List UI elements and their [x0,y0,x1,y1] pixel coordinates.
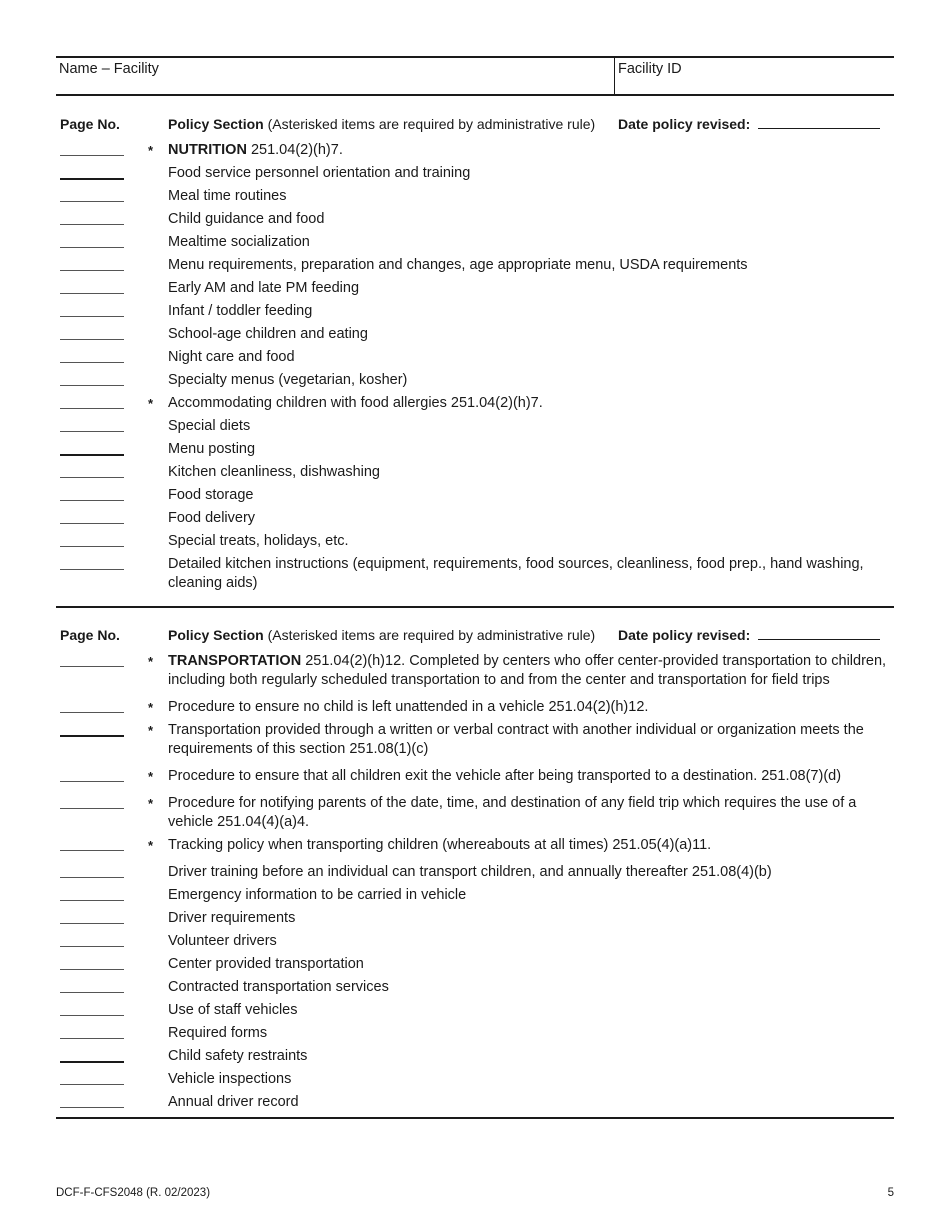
policy-item-text [168,394,894,413]
nutrition-rows [56,141,894,593]
policy-item-body: Mealtime socialization [168,234,310,250]
header-divider [614,58,615,96]
policy-item-text [168,978,894,997]
page-number-field[interactable] [60,170,124,180]
policy-note: (Asterisked items are required by administrative rule) [267,116,596,132]
policy-item-body: Kitchen cleanliness, dishwashing [168,464,380,480]
page-number-field[interactable] [60,285,124,294]
page-number-field[interactable] [60,1030,124,1039]
section-header [56,627,894,649]
policy-row [56,486,894,505]
required-asterisk: * [148,143,154,158]
policy-item-text [168,721,894,759]
section-header [56,116,894,138]
policy-section-label: Policy Section [168,627,264,643]
policy-item-text [168,302,894,321]
policy-item-text [168,1024,894,1043]
policy-item-text [168,279,894,298]
date-revised-label: Date policy revised: [618,627,751,643]
required-asterisk: * [148,723,154,738]
policy-item-body: Annual driver record [168,1094,299,1110]
policy-row [56,164,894,183]
policy-item-text [168,652,894,690]
required-asterisk: * [148,396,154,411]
policy-item-body: Night care and food [168,349,295,365]
page-number: 5 [887,1187,894,1199]
policy-item-body: Food service personnel orientation and training [168,165,471,181]
policy-row [56,210,894,229]
required-asterisk: * [148,769,154,784]
policy-row [56,909,894,928]
policy-item-body: Tracking policy when transporting children (whereabouts at all times) 251.05(4)(a)11. [168,837,712,853]
page-number-field[interactable] [60,331,124,340]
policy-item-body: Special diets [168,418,251,434]
policy-row [56,1047,894,1066]
policy-item-text [168,1001,894,1020]
transportation-section [56,627,894,1112]
policy-item-body: Volunteer drivers [168,933,277,949]
policy-item-body: Food delivery [168,510,256,526]
section-keyword: TRANSPORTATION [168,653,302,669]
policy-item-body: Procedure for notifying parents of the date, time, and destination of any field trip which requires the use of a vehicle 251.04(4)(a)4. [168,795,857,830]
page-number-field[interactable] [60,216,124,225]
required-asterisk: * [148,654,154,669]
policy-row [56,509,894,528]
policy-row [56,978,894,997]
policy-item-body: Meal time routines [168,188,287,204]
policy-row [56,279,894,298]
policy-row [56,1070,894,1089]
policy-section-heading [168,116,595,132]
policy-item-body: Driver requirements [168,910,296,926]
policy-item-text [168,486,894,505]
page-number-field[interactable] [60,561,124,570]
policy-item-text [168,955,894,974]
policy-item-text [168,417,894,436]
policy-row [56,233,894,252]
page-number-field[interactable] [60,354,124,363]
policy-row [56,371,894,390]
page-number-field[interactable] [60,515,124,524]
policy-row [56,532,894,551]
policy-item-body: Center provided transportation [168,956,364,972]
required-asterisk: * [148,838,154,853]
policy-item-body: Emergency information to be carried in vehicle [168,887,467,903]
policy-row [56,1024,894,1043]
policy-item-text [168,371,894,390]
page-no-heading: Page No. [60,116,120,132]
policy-item-body: Vehicle inspections [168,1071,292,1087]
policy-row [56,440,894,459]
section-keyword: NUTRITION [168,142,247,158]
policy-row [56,141,894,160]
policy-row [56,836,894,855]
page-number-field[interactable] [60,961,124,970]
page-number-field[interactable] [60,469,124,478]
policy-item-body: Required forms [168,1025,268,1041]
policy-item-text [168,886,894,905]
policy-item-text [168,440,894,459]
policy-item-body: Infant / toddler feeding [168,303,313,319]
page-number-field[interactable] [60,704,124,713]
page-number-field[interactable] [60,239,124,248]
policy-item-body: Contracted transportation services [168,979,389,995]
policy-item-text [168,1047,894,1066]
policy-item-text [168,164,894,183]
policy-row [56,348,894,367]
date-revised-label: Date policy revised: [618,116,751,132]
policy-row [56,555,894,593]
policy-row [56,863,894,882]
page-number-field[interactable] [60,938,124,947]
policy-item-text [168,1093,894,1112]
page-no-heading: Page No. [60,627,120,643]
policy-item-text [168,909,894,928]
policy-item-body: Procedure to ensure no child is left unattended in a vehicle 251.04(2)(h)12. [168,699,649,715]
page-number-field[interactable] [60,446,124,456]
page-number-field[interactable] [60,423,124,432]
policy-item-text [168,932,894,951]
page-number-field[interactable] [60,193,124,202]
page-number-field[interactable] [60,727,124,737]
policy-item-body: Driver training before an individual can transport children, and annually thereafter 251.08(4)(b) [168,864,772,880]
form-id: DCF-F-CFS2048 (R. 02/2023) [56,1187,211,1199]
policy-item-text [168,1070,894,1089]
policy-item-text [168,210,894,229]
page-number-field[interactable] [60,869,124,878]
policy-item-text [168,141,894,160]
policy-row [56,1001,894,1020]
policy-row [56,652,894,690]
policy-item-body: Menu posting [168,441,256,457]
policy-row [56,955,894,974]
policy-item-text [168,863,894,882]
page-number-field[interactable] [60,400,124,409]
policy-section-heading [168,627,595,643]
policy-row [56,394,894,413]
page-number-field[interactable] [60,147,124,156]
page-number-field[interactable] [60,1076,124,1085]
page-number-field[interactable] [60,492,124,501]
policy-row [56,721,894,759]
required-asterisk: * [148,700,154,715]
policy-item-body: Use of staff vehicles [168,1002,298,1018]
policy-item-text [168,836,894,855]
policy-row [56,463,894,482]
policy-item-text [168,794,894,832]
policy-item-body: Accommodating children with food allergies 251.04(2)(h)7. [168,395,543,411]
date-revised-field[interactable] [758,116,880,129]
policy-item-body: Specialty menus (vegetarian, kosher) [168,372,408,388]
policy-row [56,187,894,206]
facility-header [56,56,894,96]
policy-item-text [168,463,894,482]
policy-item-body: Special treats, holidays, etc. [168,533,349,549]
policy-item-body: Detailed kitchen instructions (equipment, requirements, food sources, cleanliness, food prep., hand washing, cleaning aids) [168,556,864,591]
page-number-field[interactable] [60,800,124,809]
transportation-rows [56,652,894,1112]
page-number-field[interactable] [60,1099,124,1108]
policy-item-body: Transportation provided through a written or verbal contract with another individual or organization meets the requirements of this section 251.08(1)(c) [168,722,864,757]
policy-section-label: Policy Section [168,116,264,132]
page-number-field[interactable] [60,842,124,851]
policy-row [56,794,894,832]
policy-note: (Asterisked items are required by administrative rule) [267,627,596,643]
policy-row [56,1093,894,1112]
policy-row [56,325,894,344]
page-number-field[interactable] [60,377,124,386]
nutrition-section [56,116,894,593]
page-number-field[interactable] [60,984,124,993]
facility-id-label: Facility ID [618,61,682,77]
policy-item-body: School-age children and eating [168,326,368,342]
date-revised-heading [618,116,880,132]
policy-item-body: Food storage [168,487,254,503]
policy-item-text [168,348,894,367]
policy-row [56,302,894,321]
section-divider [56,606,894,608]
policy-item-body: Procedure to ensure that all children exit the vehicle after being transported to a destination. 251.08(7)(d) [168,768,842,784]
policy-row [56,886,894,905]
required-asterisk: * [148,796,154,811]
policy-item-text [168,532,894,551]
policy-item-body: Child safety restraints [168,1048,308,1064]
policy-row [56,767,894,786]
page-number-field[interactable] [60,308,124,317]
page-number-field[interactable] [60,892,124,901]
date-revised-field[interactable] [758,627,880,640]
page-number-field[interactable] [60,658,124,667]
policy-item-body: Menu requirements, preparation and changes, age appropriate menu, USDA requirements [168,257,748,273]
policy-item-text [168,325,894,344]
page-number-field[interactable] [60,262,124,271]
facility-name-label: Name – Facility [59,61,159,77]
policy-item-body: Early AM and late PM feeding [168,280,360,296]
policy-item-text [168,187,894,206]
policy-row [56,256,894,275]
policy-item-text [168,698,894,717]
date-revised-heading [618,627,880,643]
policy-item-text [168,256,894,275]
policy-item-body: 251.04(2)(h)12. Completed by centers who offer center-provided transportation to children, including both regularly scheduled transportation to and from the center and transportation for field trips [168,653,887,688]
page-number-field[interactable] [60,915,124,924]
policy-item-text [168,509,894,528]
policy-row [56,698,894,717]
section-divider [56,1117,894,1119]
page-number-field[interactable] [60,773,124,782]
page-number-field[interactable] [60,1007,124,1016]
policy-item-text [168,233,894,252]
policy-row [56,417,894,436]
page-number-field[interactable] [60,538,124,547]
policy-item-text [168,555,894,593]
policy-item-body: Child guidance and food [168,211,325,227]
policy-row [56,932,894,951]
policy-item-body: 251.04(2)(h)7. [246,142,343,158]
policy-item-text [168,767,894,786]
page-number-field[interactable] [60,1053,124,1063]
